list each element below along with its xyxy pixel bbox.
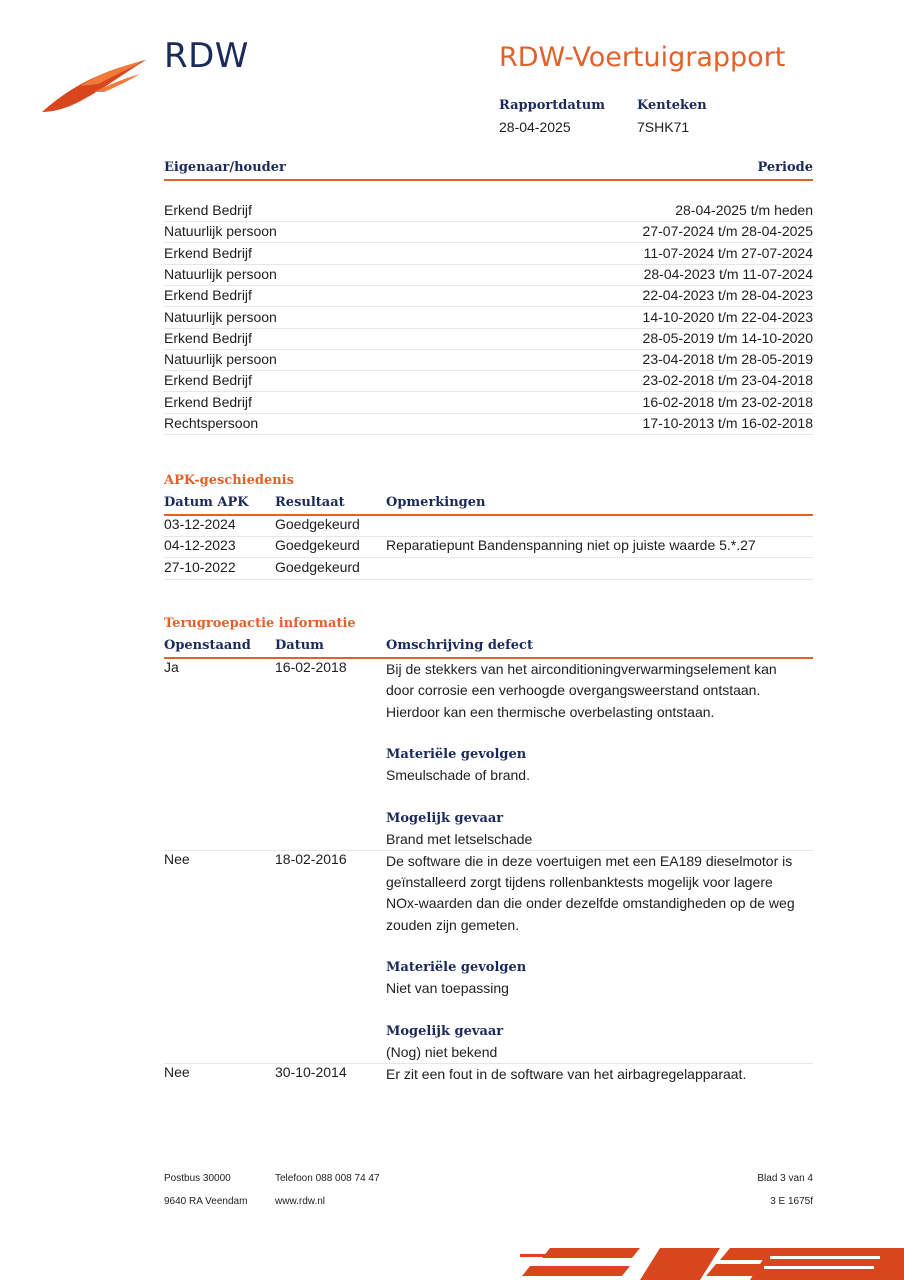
recall-description-line: NOx-waarden dan die onder dezelfde omstandigheden op de weg: [386, 895, 795, 912]
owner-type: Natuurlijk persoon: [164, 265, 277, 282]
owner-period: 16-02-2018 t/m 23-02-2018: [642, 393, 813, 410]
recall-date: 18-02-2016: [275, 850, 347, 867]
owner-period: 14-10-2020 t/m 22-04-2023: [642, 308, 813, 325]
owner-period: 28-05-2019 t/m 14-10-2020: [642, 329, 813, 346]
recall-danger-value: Brand met letselschade: [386, 831, 533, 848]
report-title: RDW-Voertuigrapport: [499, 42, 786, 73]
recall-row: [164, 1063, 813, 1084]
apk-remarks: Reparatiepunt Bandenspanning niet op juiste waarde 5.*.27: [386, 537, 756, 554]
plate-value: 7SHK71: [637, 119, 690, 135]
owner-type: Erkend Bedrijf: [164, 244, 252, 261]
recall-date: 16-02-2018: [275, 659, 347, 675]
apk-row: [164, 515, 813, 537]
owner-type: Erkend Bedrijf: [164, 329, 252, 346]
recall-consequences-label: Materiële gevolgen: [386, 747, 527, 763]
footer-code: 3 E 1675f: [770, 1196, 813, 1207]
recall-title: Terugroepactie informatie: [164, 616, 356, 631]
owner-type: Natuurlijk persoon: [164, 223, 277, 240]
recall-open: Nee: [164, 1063, 190, 1080]
recall-description-line: Hierdoor kan een thermische overbelasting ontstaan.: [386, 703, 715, 720]
owner-type: Erkend Bedrijf: [164, 287, 252, 304]
owner-row: [164, 328, 813, 350]
owner-period: 27-07-2024 t/m 28-04-2025: [642, 223, 813, 240]
owner-row: [164, 285, 813, 307]
rdw-logo-icon: [40, 56, 150, 116]
recall-date: 30-10-2014: [275, 1063, 347, 1080]
apk-result: Goedgekeurd: [275, 537, 360, 554]
apk-date: 27-10-2022: [164, 558, 236, 575]
recall-col-desc: Omschrijving defect: [386, 638, 533, 653]
recall-danger-label: Mogelijk gevaar: [386, 1024, 504, 1040]
report-date-value: 28-04-2025: [499, 119, 571, 135]
apk-row: [164, 558, 813, 580]
owner-period: 11-07-2024 t/m 27-07-2024: [643, 244, 813, 261]
recall-open: Nee: [164, 850, 190, 867]
apk-row: [164, 536, 813, 558]
apk-result: Goedgekeurd: [275, 558, 360, 575]
apk-col-result: Resultaat: [275, 495, 345, 510]
recall-col-date: Datum: [275, 638, 324, 653]
apk-col-remarks: Opmerkingen: [386, 495, 486, 510]
recall-consequences-value: Smeulschade of brand.: [386, 767, 530, 784]
owner-row: [164, 307, 813, 329]
recall-description-line: geïnstalleerd zorgt tijdens rollenbanktests mogelijk voor lagere: [386, 873, 773, 890]
recall-description-line: zouden zijn gemeten.: [386, 916, 520, 933]
recall-consequences-value: Niet van toepassing: [386, 980, 509, 997]
report-date-label: Rapportdatum: [499, 98, 605, 113]
recall-description-line: door corrosie een verhoogde overgangsweerstand ontstaan.: [386, 682, 761, 699]
owner-type: Erkend Bedrijf: [164, 372, 252, 389]
recall-description-line: Bij de stekkers van het airconditioningverwarmingselement kan: [386, 661, 777, 677]
owner-row: [164, 221, 813, 243]
owner-period: 22-04-2023 t/m 28-04-2023: [642, 287, 813, 304]
owner-type: Natuurlijk persoon: [164, 308, 277, 325]
recall-row: [164, 850, 813, 1064]
apk-title: APK-geschiedenis: [164, 473, 294, 488]
owner-period: 23-04-2018 t/m 28-05-2019: [642, 351, 813, 368]
owner-row: [164, 243, 813, 265]
owners-col-owner: Eigenaar/houder: [164, 160, 286, 175]
owner-period: 17-10-2013 t/m 16-02-2018: [642, 415, 813, 431]
recall-consequences-label: Materiële gevolgen: [386, 960, 527, 976]
recall-description: [386, 851, 806, 1064]
footer-phone: Telefoon 088 008 74 47: [275, 1173, 380, 1184]
owners-header-rule: [164, 179, 813, 181]
owner-type: Erkend Bedrijf: [164, 202, 252, 218]
footer-website[interactable]: www.rdw.nl: [275, 1196, 326, 1207]
plate-label: Kenteken: [637, 98, 707, 113]
owner-type: Erkend Bedrijf: [164, 393, 252, 410]
owner-row: [164, 200, 813, 222]
owner-row: [164, 413, 813, 435]
owner-row: [164, 264, 813, 286]
owner-row: [164, 349, 813, 371]
footer-postbus: Postbus 30000: [164, 1173, 231, 1184]
footer-page: Blad 3 van 4: [757, 1173, 813, 1184]
apk-col-date: Datum APK: [164, 495, 249, 510]
logo-text: RDW: [164, 36, 249, 76]
apk-date: 04-12-2023: [164, 537, 236, 554]
recall-description-line: Er zit een fout in de software van het airbagregelapparaat.: [386, 1065, 747, 1082]
apk-result: Goedgekeurd: [275, 516, 360, 532]
recall-row: [164, 658, 813, 851]
owner-period: 28-04-2025 t/m heden: [675, 202, 813, 218]
owner-period: 23-02-2018 t/m 23-04-2018: [642, 372, 813, 389]
recall-danger-label: Mogelijk gevaar: [386, 811, 504, 827]
owner-period: 28-04-2023 t/m 11-07-2024: [643, 265, 813, 282]
owners-col-period: Periode: [757, 160, 813, 175]
recall-description-line: De software die in deze voertuigen met een EA189 dieselmotor is: [386, 852, 793, 869]
owner-type: Natuurlijk persoon: [164, 351, 277, 368]
recall-description: [386, 659, 806, 851]
recall-open: Ja: [164, 659, 179, 675]
owner-type: Rechtspersoon: [164, 415, 259, 431]
recall-col-open: Openstaand: [164, 638, 251, 653]
recall-description: [386, 1064, 806, 1085]
apk-date: 03-12-2024: [164, 516, 236, 532]
footer-address: 9640 RA Veendam: [164, 1196, 248, 1207]
owner-row: [164, 370, 813, 392]
owner-row: [164, 392, 813, 414]
recall-danger-value: (Nog) niet bekend: [386, 1044, 498, 1061]
decorative-stripes-icon: [520, 1244, 904, 1280]
